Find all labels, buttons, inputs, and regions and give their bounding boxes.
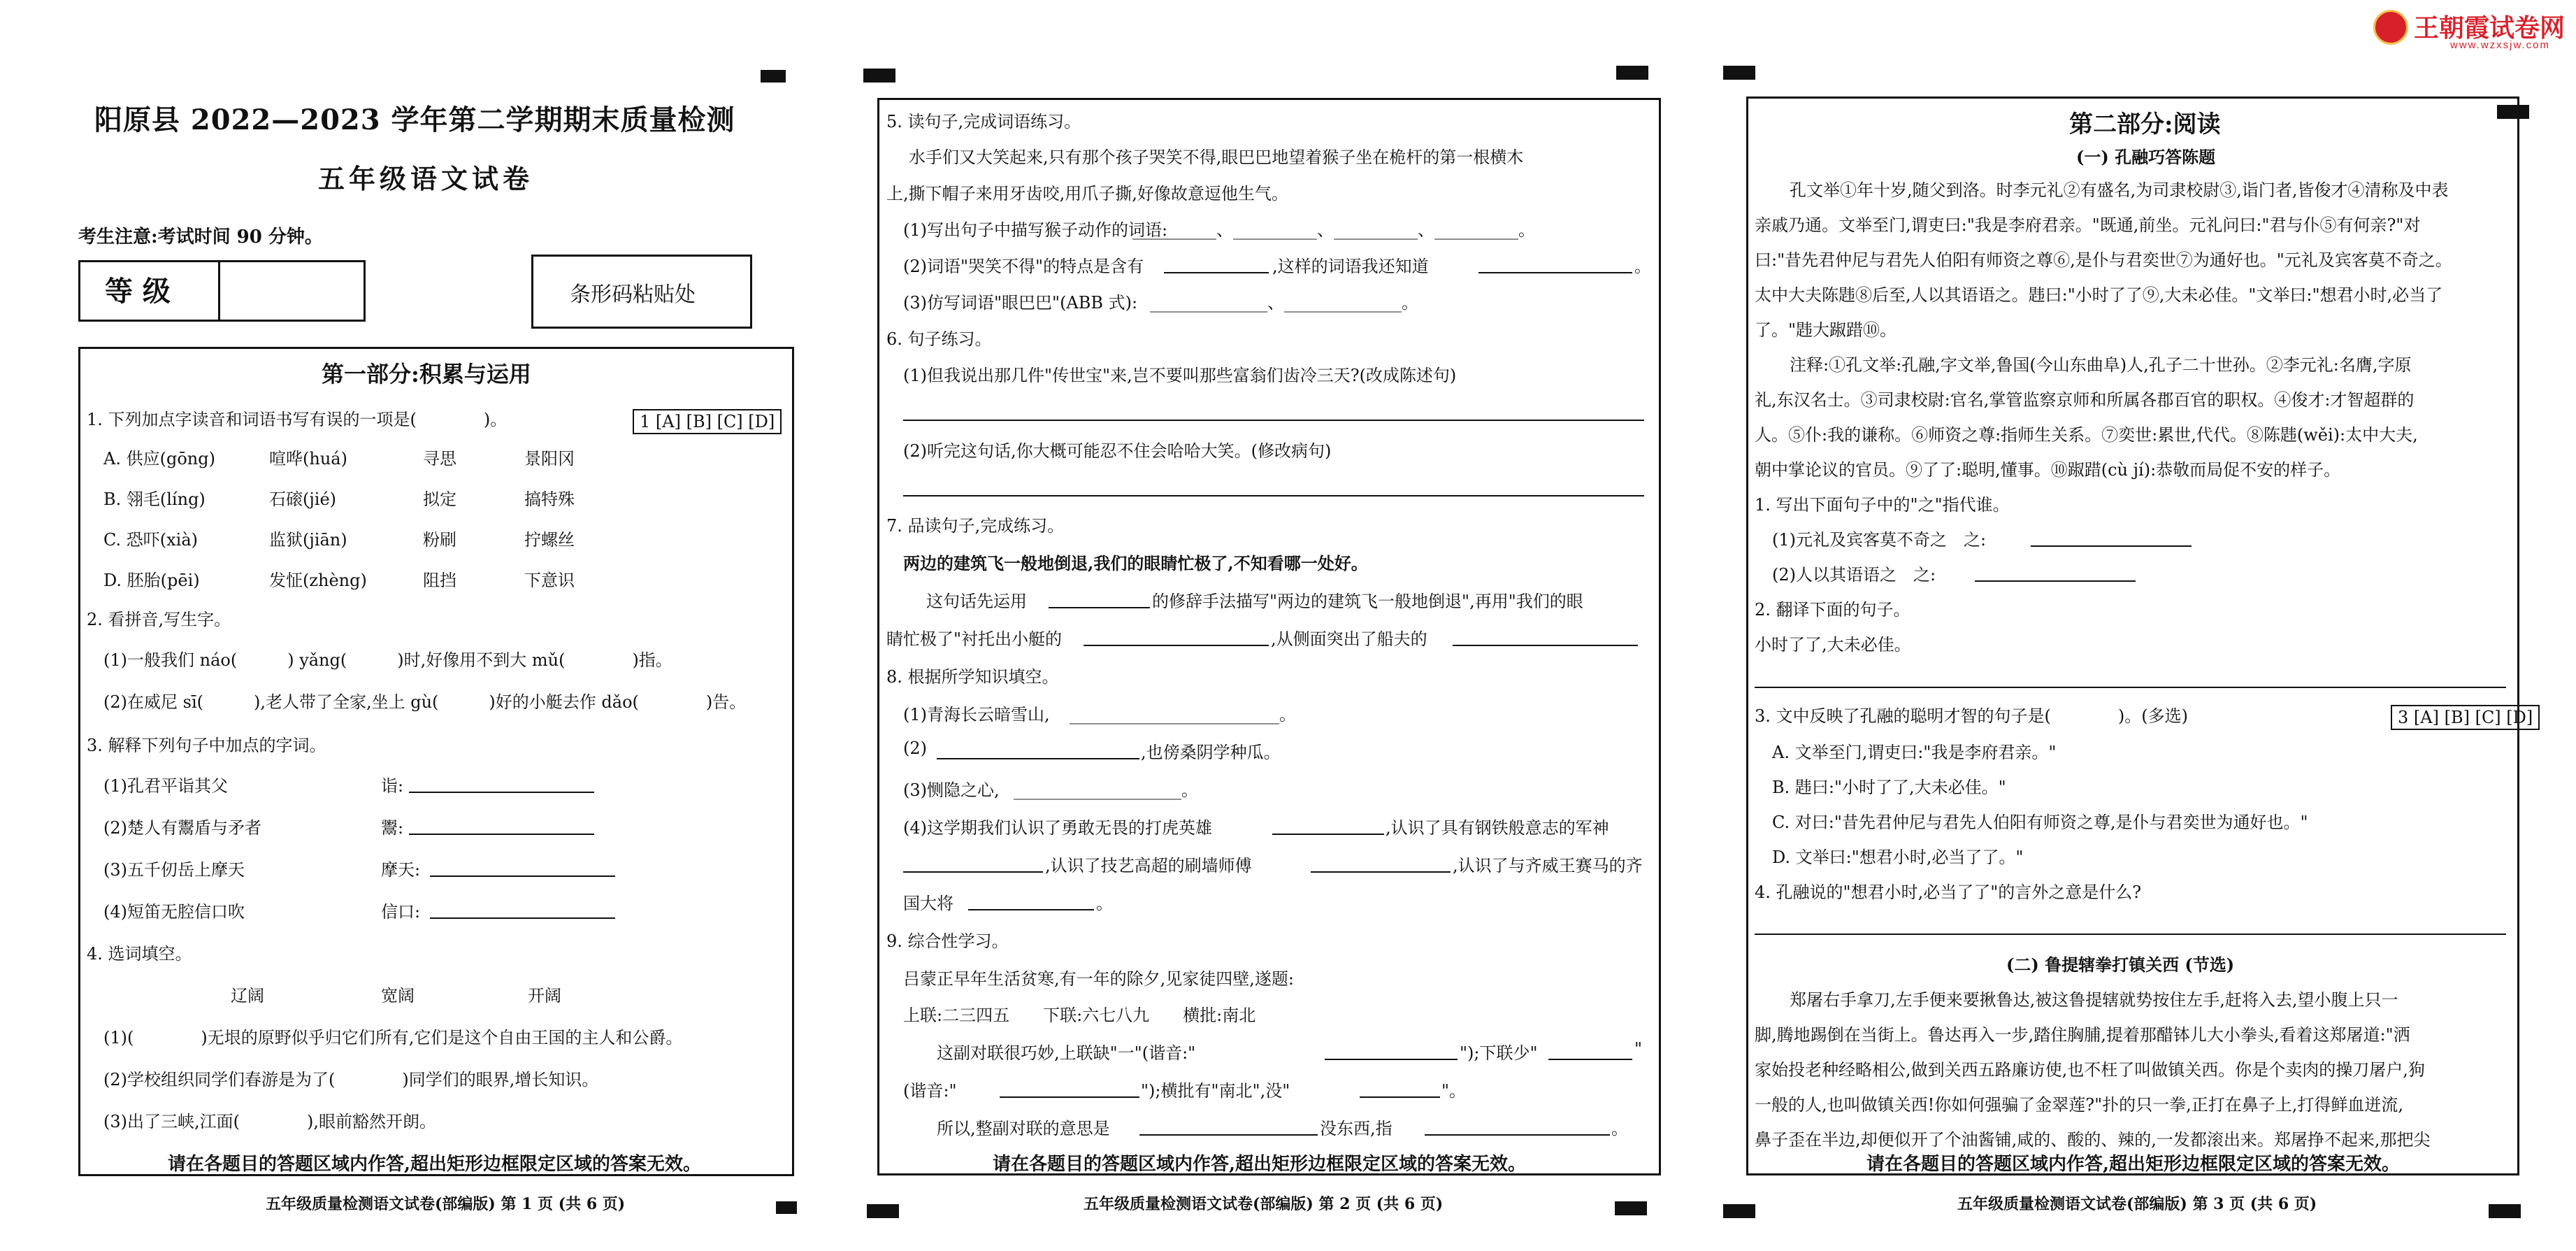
question-8: 8. 根据所学知识填空。 [886,667,1059,687]
q7-answer-1b: 的修辞手法描写"两边的建筑飞一般地倒退",再用"我们的眼 [1152,592,1583,611]
brand-name: 王朝霞试卷网 [2414,14,2566,43]
section-title: 第一部分:积累与运用 [322,361,531,387]
exam-page-2: 5. 读句子,完成词语练习。 水手们又大笑起来,只有那个孩子哭笑不得,眼巴巴地望着猴子坐在桅杆的第一根横木 上,撕下帽子来用牙齿咬,用爪子撕,好像故意逗他生气。 (1)写出句子中描写猴子动作的词语: __________、__________、__________、__________。 (2)词语"哭笑不得"的特点是含有 ,这样的词语我还知道 。 (3)仿写词语"眼巴巴"(ABB 式): ______________、______________。 6. 句子练习。 (1)但我说出那几件"传世宝"来,岂不要叫那些富翁们齿冷三天?(改成陈述句) (2)听完这句话,你大概可能忍不住会哈哈大笑。(修改病句) 7. 品读句子,完成练习。 两边的建筑飞一般地倒退,我们的眼睛忙极了,不知看哪一处好。 这句话先运用 的修辞手法描写"两边的建筑飞一般地倒退",再用"我们的眼 睛忙极了"衬托出小艇的 ,从侧面突出了船夫的 8. 根据所学知识填空。 (1)青海长云暗雪山, _________________________。 (2) ,也傍桑阴学种瓜。 (3)恻隐之心, ____________________。 (4)这学期我们认识了勇敢无畏的打虎英雄 ,认识了具有钢铁般意志的军神 ,认识了技艺高超的刷墙师傅 ,认识了与齐威王赛马的齐 国大将 。 9. 综合性学习。 吕蒙正早年生活贫寒,有一年的除夕,见家徒四壁,遂题: 上联:二三四五 下联:六七八九 横批:南北 这副对联很巧妙,上联缺"一"(谐音:" ");下联少" " (谐音:" ");横批有"南北",没" "。 所以,整副对联的意思是 没东西,指 。 请在各题目的答题区域内作答,超出矩形边框限定区域的答案无效。 五年级质量检测语文试卷(部编版) 第 2 页 (共 6 页) [839,0,1678,1251]
q4-word-3: 开阔 [528,986,561,1006]
registration-mark [761,70,786,83]
reading-q4: 4. 孔融说的"想君小时,必当了了"的言外之意是什么? [1755,882,2142,902]
reading-q1-item-1: (1)元礼及宾客莫不奇之 之: [1772,530,1987,550]
reading-q3: 3. 文中反映了孔融的聪明才智的句子是( )。(多选) [1755,706,2188,726]
registration-mark [1616,66,1648,80]
q7-answer-2b: ,从侧面突出了船夫的 [1271,629,1427,649]
q6-item-1: (1)但我说出那几件"传世宝"来,岂不要叫那些富翁们齿冷三天?(改成陈述句) [903,366,1457,385]
registration-mark [1723,1204,1755,1218]
q4-line-1: (1)( )无垠的原野似乎归它们所有,它们是这个自由王国的主人和公爵。 [103,1028,683,1048]
q4-word-2: 宽阔 [381,986,415,1006]
q2-line-1: (1)一般我们 náo( ) yǎng( )时,好像用不到大 mǔ( )指。 [103,650,672,670]
answer-choice-box[interactable]: 1 [A] [B] [C] [D] [633,409,782,434]
q8-item-4d: ,认识了与齐威王赛马的齐 [1453,856,1643,875]
q9-passage: 吕蒙正早年生活贫寒,有一年的除夕,见家徒四壁,遂题: [903,969,1294,989]
brand-emblem-icon [2373,10,2408,45]
q5-item-3: (3)仿写词语"眼巴巴"(ABB 式): [903,293,1138,313]
question-7: 7. 品读句子,完成练习。 [886,516,1065,536]
page-footer: 五年级质量检测语文试卷(部编版) 第 3 页 (共 6 页) [1957,1195,2317,1213]
exam-subtitle: 五年级语文试卷 [318,163,534,194]
q8-item-4c: ,认识了技艺高超的刷墙师傅 [1045,856,1252,875]
answer-frame [78,347,794,1176]
q4-line-2: (2)学校组织同学们春游是为了( )同学们的眼界,增长知识。 [103,1070,599,1089]
q7-answer-2a: 睛忙极了"衬托出小艇的 [886,629,1063,649]
q2-line-2: (2)在威尼 sī( ),老人带了全家,坐上 gù( )好的小艇去作 dǎo( )告。 [103,692,747,712]
q7-passage: 两边的建筑飞一般地倒退,我们的眼睛忙极了,不知看哪一处好。 [903,553,1368,573]
question-2: 2. 看拼音,写生字。 [87,610,231,629]
question-5: 5. 读句子,完成词语练习。 [886,112,1081,131]
q8-item-3: (3)恻隐之心, [903,780,1000,800]
exam-page-1: 阳原县 2022—2023 学年第二学期期末质量检测 五年级语文试卷 考生注意:考试时间 90 分钟。 等 级 条形码粘贴处 第一部分:积累与运用 1. 下列加点字读音和词语书写有误的一项是( )。 1 [A] [B] [C] [D] A. 供应(gōng) 喧哗(huá) 寻思 景阳冈 B. 翎毛(líng) 石磙(jié) 拟定 搞特殊 C. 恐吓(xià) 监狱(jiān) 粉刷 拧螺丝 D. 胚胎(pēi) 发怔(zhèng) 阻挡 下意识 2. 看拼音,写生字。 (1)一般我们 náo( ) yǎng( )时,好像用不到大 mǔ( )指。 (2)在威尼 sī( ),老人带了全家,坐上 gù( )好的小艇去作 dǎo( )告。 3. 解释下列句子中加点的字词。 (1)孔君平诣其父 诣: (2)楚人有鬻盾与矛者 鬻: (3)五千仞岳上摩天 摩天: (4)短笛无腔信口吹 信口: 4. 选词填空。 辽阔 宽阔 开阔 (1)( )无垠的原野似乎归它们所有,它们是这个自由王国的主人和公爵。 (2)学校组织同学们春游是为了( )同学们的眼界,增长知识。 (3)出了三峡,江面( ),眼前豁然开朗。 请在各题目的答题区域内作答,超出矩形边框限定区域的答案无效。 五年级质量检测语文试卷(部编版) 第 1 页 (共 6 页) [0,0,839,1251]
exam-notice: 考生注意:考试时间 90 分钟。 [78,227,323,248]
question-3: 3. 解释下列句子中加点的字词。 [87,736,326,755]
q5-passage-2: 上,撕下帽子来用牙齿咬,用爪子撕,好像故意逗他生气。 [886,184,1288,203]
question-6: 6. 句子练习。 [886,329,992,349]
answer-area-warning: 请在各题目的答题区域内作答,超出矩形边框限定区域的答案无效。 [993,1154,1527,1175]
page-footer: 五年级质量检测语文试卷(部编版) 第 1 页 (共 6 页) [266,1195,626,1213]
reading-q2: 2. 翻译下面的句子。 [1755,600,1911,620]
q5-passage-1: 水手们又大笑起来,只有那个孩子哭笑不得,眼巴巴地望着猴子坐在桅杆的第一根横木 [909,148,1524,167]
registration-mark [1615,1201,1647,1215]
registration-mark [867,1204,899,1218]
q9-line-2b: ");横批有"南北",没" [1141,1081,1290,1101]
section-title: 第二部分:阅读 [2069,110,2221,138]
reading-q1-item-2: (2)人以其语语之 之: [1772,565,1936,585]
registration-mark [863,69,895,83]
q9-line-1a: 这副对联很巧妙,上联缺"一"(谐音:" [937,1043,1196,1063]
question-1: 1. 下列加点字读音和词语书写有误的一项是( )。 [87,410,508,429]
q9-line-3a: 所以,整副对联的意思是 [937,1119,1110,1138]
exam-title: 阳原县 2022—2023 学年第二学期期末质量检测 [94,103,735,136]
registration-mark [2489,1204,2521,1218]
exam-page-3: 王朝霞试卷网 www.wzxsjw.com 第二部分:阅读 (一) 孔融巧答陈题 孔文举①年十岁,随父到洛。时李元礼②有盛名,为司隶校尉③,诣门者,皆俊才④清称及中表 亲戚乃通。文举至门,谓吏曰:"我是李府君亲。"既通,前坐。元礼问曰:"君与仆⑤有何亲?"对 曰:"昔先君仲尼与君先人伯阳有师资之尊⑥,是仆与君奕世⑦为通好也。"元礼及宾客莫不奇之。 太中大夫陈韪⑧后至,人以其语语之。韪曰:"小时了了⑨,大未必佳。"文举曰:"想君小时,必当了 了。"韪大踧踖⑩。 注释:①孔文举:孔融,字文举,鲁国(今山东曲阜)人,孔子二十世孙。②李元礼:名膺,字原 礼,东汉名士。③司隶校尉:官名,掌管监察京师和所属各郡百官的职权。④俊才:才智超群的 人。⑤仆:我的谦称。⑥师资之尊:指师生关系。⑦奕世:累世,代代。⑧陈韪(wěi):太中大夫, 朝中掌论议的官员。⑨了了:聪明,懂事。⑩踧踖(cù jí):恭敬而局促不安的样子。 1. 写出下面句子中的"之"指代谁。 (1)元礼及宾客莫不奇之 之: (2)人以其语语之 之: 2. 翻译下面的句子。 小时了了,大未必佳。 3. 文中反映了孔融的聪明才智的句子是( )。(多选) 3 [A] [B] [C] [D] A. 文举至门,谓吏曰:"我是李府君亲。" B. 韪曰:"小时了了,大未必佳。" C. 对曰:"昔先君仲尼与君先人伯阳有师资之尊,是仆与君奕世为通好也。" D. 文举曰:"想君小时,必当了了。" 4. 孔融说的"想君小时,必当了了"的言外之意是什么? (二) 鲁提辖拳打镇关西 (节选) 郑屠右手拿刀,左手便来要揪鲁达,被这鲁提辖就势按住左手,赶将入去,望小腹上只一 脚,腾地踢倒在当街上。鲁达再入一步,踏住胸脯,提着那醋钵儿大小拳头,看着这郑屠道:"洒 家始投老种经略相公,做到关西五路廉访使,也不枉了叫做镇关西。你是个卖肉的操刀屠户,狗 一般的人,也叫做镇关西!你如何强骗了金翠莲?"扑的只一拳,正打在鼻子上,打得鲜血迸流, 鼻子歪在半边,却便似开了个油酱铺,咸的、酸的、辣的,一发都滚出来。郑屠挣不起来,那把尖 请在各题目的答题区域内作答,超出矩形边框限定区域的答案无效。 五年级质量检测语文试卷(部编版) 第 3 页 (共 6 页) [1678,0,2576,1251]
q6-item-2: (2)听完这句话,你大概可能忍不住会哈哈大笑。(修改病句) [903,441,1332,461]
reading-q2-sentence: 小时了了,大未必佳。 [1755,635,1911,655]
brand-logo [2373,7,2576,52]
question-4: 4. 选词填空。 [87,944,192,964]
q5-item-1: (1)写出句子中描写猴子动作的词语: [903,220,1168,240]
q9-line-3b: 没东西,指 [1320,1119,1393,1138]
q8-item-2b: ,也傍桑阴学种瓜。 [1141,743,1281,762]
q8-item-1: (1)青海长云暗雪山, [903,705,1050,724]
reading-1-title: (一) 孔融巧答陈题 [2076,147,2216,167]
answer-area-warning: 请在各题目的答题区域内作答,超出矩形边框限定区域的答案无效。 [168,1154,702,1175]
q8-item-4a: (4)这学期我们认识了勇敢无畏的打虎英雄 [903,818,1212,838]
q8-item-2a: (2) [903,738,927,758]
q9-line-2a: (谐音:" [903,1081,957,1101]
answer-choice-box[interactable]: 3 [A] [B] [C] [D] [2391,705,2540,730]
answer-area-warning: 请在各题目的答题区域内作答,超出矩形边框限定区域的答案无效。 [1866,1154,2401,1175]
reading-q1: 1. 写出下面句子中的"之"指代谁。 [1755,495,2010,515]
grade-label: 等 级 [105,275,171,308]
q4-word-1: 辽阔 [231,986,264,1006]
page-footer: 五年级质量检测语文试卷(部编版) 第 2 页 (共 6 页) [1084,1195,1444,1213]
q9-line-1b: ");下联少" [1460,1043,1538,1063]
q8-item-4e: 国大将 [903,894,954,913]
registration-mark [776,1201,797,1214]
barcode-label: 条形码粘贴处 [570,283,696,307]
q7-answer-1a: 这句话先运用 [926,592,1027,611]
q9-couplet: 上联:二三四五 下联:六七八九 横批:南北 [903,1006,1256,1025]
q4-line-3: (3)出了三峡,江面( ),眼前豁然开朗。 [103,1112,436,1131]
registration-mark [1723,66,1755,80]
brand-url: www.wzxsjw.com [2450,39,2551,51]
reading-2-title: (二) 鲁提辖拳打镇关西 (节选) [2006,955,2235,975]
q8-item-4b: ,认识了具有钢铁般意志的军神 [1386,818,1609,838]
question-9: 9. 综合性学习。 [886,931,1009,951]
q5-item-2b: ,这样的词语我还知道 [1272,257,1429,276]
q5-item-2a: (2)词语"哭笑不得"的特点是含有 [903,257,1144,276]
